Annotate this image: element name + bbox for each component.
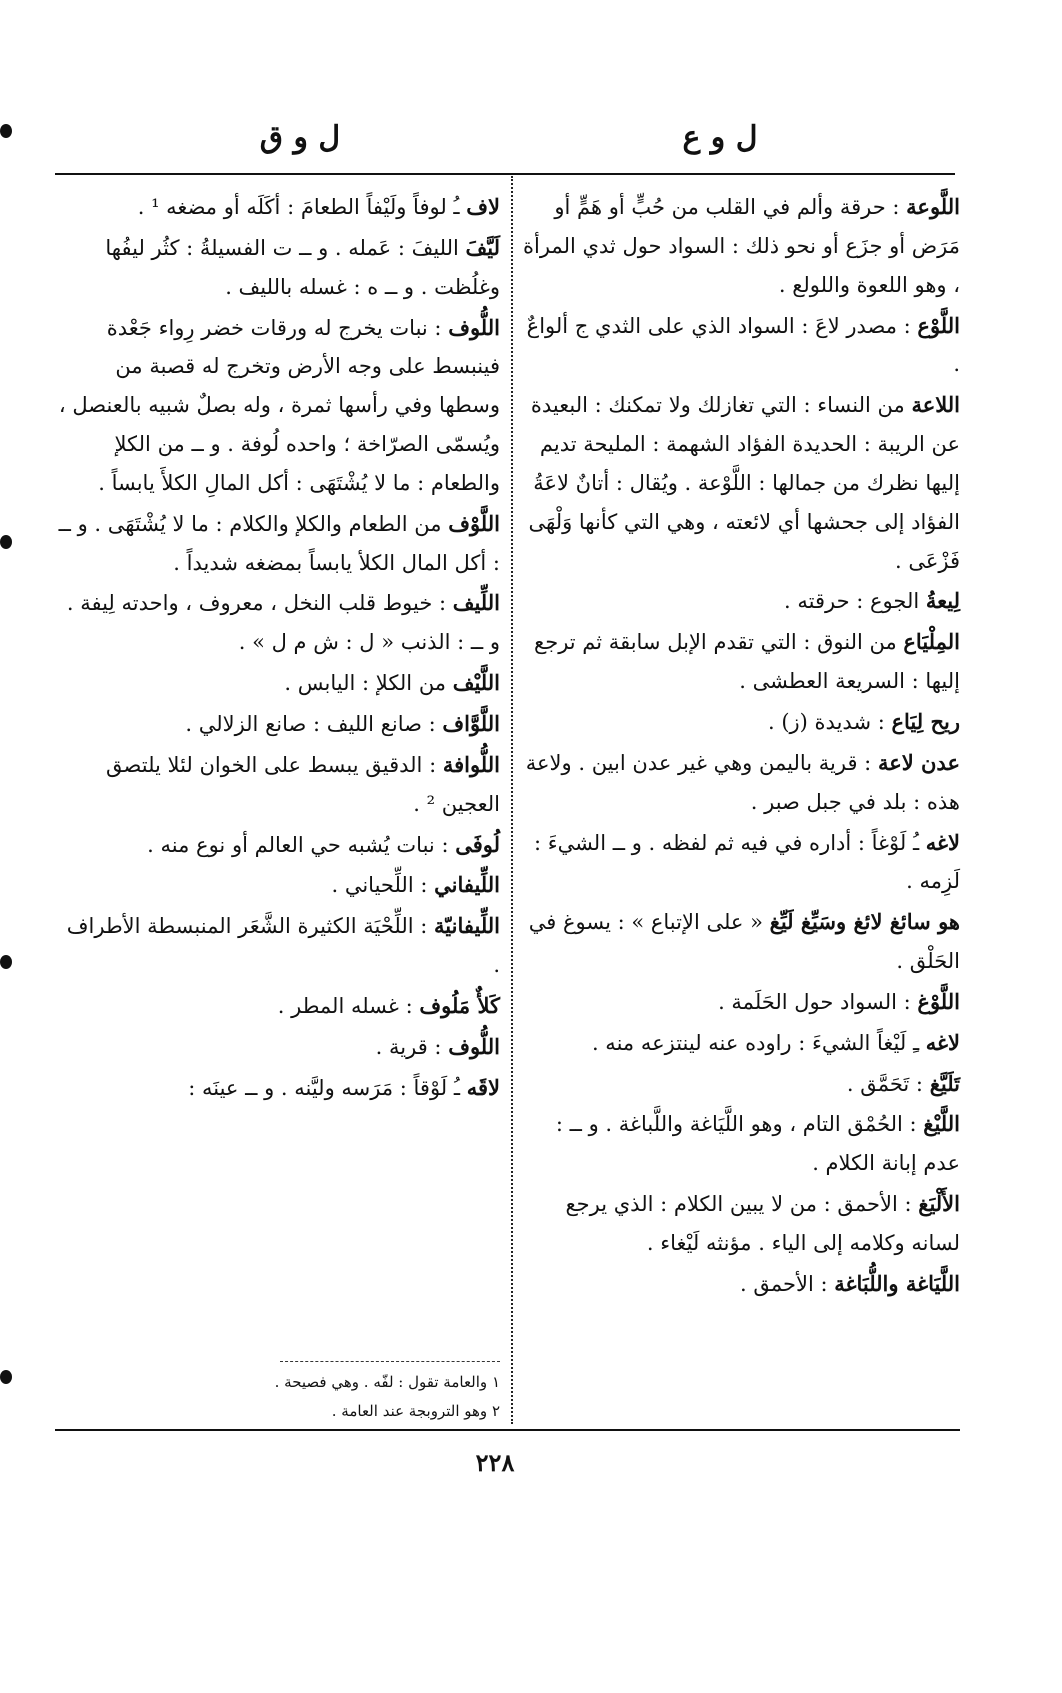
entry-headword: اللَّيْغ <box>923 1111 960 1137</box>
dictionary-entry <box>520 903 960 981</box>
entry-definition: ـِ لَيْغاً الشيءَ : راوده عنه لينتزعه منه . <box>591 1030 926 1055</box>
dictionary-entry <box>58 907 500 985</box>
entry-headword: اللَّوَّاف <box>442 710 500 736</box>
margin-mark <box>0 955 12 969</box>
entry-definition: : مصدر لاعَ : السواد الذي على الثدي ج ألواعٌ . <box>526 313 960 377</box>
entry-headword: اللَّوْع <box>917 312 960 338</box>
entry-headword: لاغه <box>925 829 960 855</box>
entry-headword: كَلأٌ مَلُوف <box>419 992 500 1018</box>
dictionary-entry <box>520 188 960 305</box>
dictionary-entry <box>58 664 500 703</box>
entry-definition: من الكلإ : اليابس . <box>284 671 453 696</box>
entry-definition: ـُ لَوْقاً : مَرَسه وليَّنه . و ــ عينَه : <box>188 1075 467 1100</box>
entry-headword: اللُّوف <box>448 1033 500 1059</box>
entry-definition: : الأحمق . <box>739 1271 835 1296</box>
footnotes <box>100 1368 500 1425</box>
entry-definition: : قرية . <box>375 1034 449 1059</box>
entry-definition: : نبات يخرج له ورقات خضر رِواء جَعْدة فينبسط على وجه الأرض وتخرج له قصبة من وسطها وفي رأسها ثمرة ، وله بصلٌ شبيه بالعنصل ، ويُسمّى الصرّاخة ؛ واحده لُوفة . و ــ من الكلإ والطعام : ما لا يُشْتَهَى : أكل المالِ الكلأَ يابساً . <box>58 315 500 495</box>
entry-headword: اللِّيف <box>452 590 500 616</box>
dictionary-entry <box>58 987 500 1026</box>
header-root-right: ل و ع <box>682 120 758 155</box>
entry-definition: : الدقيق يبسط على الخوان لئلا يلتصق العجين ² . <box>106 752 500 816</box>
entry-headword: اللُّوف <box>448 314 500 340</box>
entry-definition: الجوع : حرقته . <box>784 589 926 614</box>
entry-definition: ـُ لوفاً ولَيْفاً الطعامَ : أكَلَه أو مضغه ¹ . <box>137 195 467 219</box>
entry-definition: : قرية باليمن وهي غير عدن ابين . ولاعة هذه : بلد في جبل صبر . <box>525 750 960 814</box>
dictionary-entry <box>520 307 960 385</box>
column-divider <box>511 176 513 1424</box>
entry-definition: : حرقة وألم في القلب من حُبٍّ أو هَمٍّ أو مَرَض أو جزَع أو نحو ذلك : السواد حول ثدي المرأة ، وهو اللعوة واللولع . <box>523 195 960 297</box>
dictionary-entry <box>58 826 500 865</box>
entry-definition: : غسله المطر . <box>277 993 420 1018</box>
dictionary-entry <box>520 1185 960 1263</box>
dictionary-entry <box>520 1024 960 1063</box>
entry-headword: لاف <box>466 194 500 219</box>
dictionary-entry <box>58 229 500 307</box>
dictionary-entry <box>520 1065 960 1104</box>
entry-headword: لَيَّفَ <box>465 234 500 260</box>
dictionary-entry <box>520 623 960 701</box>
entry-headword: لُوفَى <box>455 831 500 857</box>
entry-headword: اللُّوافة <box>442 751 500 777</box>
margin-mark <box>0 124 12 138</box>
entry-headword: اللِّيفانيّة <box>434 913 500 939</box>
dictionary-entry <box>58 188 500 227</box>
entry-definition: من النوق : التي تقدم الإبل سابقة ثم ترجع إليها : السريعة العطشى . <box>534 630 960 694</box>
entry-headword: ريح لِيَاع <box>891 708 960 734</box>
entry-definition: من النساء : التي تغازلك ولا تمكنك : البعيدة عن الريبة : الحديدة الفؤاد الشهمة : المليحة تديم إليها نظرك من جمالها : اللَّوْعة . ويُقال : أتانٌ لاعَةُ الفؤاد إلى جحشها أي لائعته ، وهي التي كأنها وَلْهَى فَزْعَى . <box>528 393 960 573</box>
top-rule <box>55 173 955 175</box>
dictionary-entry <box>58 1028 500 1067</box>
entry-headword: عدن لاعة <box>877 749 960 775</box>
margin-mark <box>0 1370 12 1384</box>
entry-definition: : صانع الليف : صانع الزلالي . <box>185 711 443 736</box>
entry-headword: اللَّوعة <box>906 194 960 219</box>
dictionary-entry <box>520 386 960 580</box>
dictionary-entry <box>520 983 960 1022</box>
entry-headword: لاغه <box>925 1029 960 1055</box>
entry-definition: : السواد حول الحَلَمة . <box>718 989 918 1014</box>
entry-headword: لاقَه <box>466 1074 500 1100</box>
page-number: ٢٢٨ <box>475 1448 515 1477</box>
entry-definition: : اللِّحْيَة الكثيرة الشَّعَر المنبسطة الأطراف . <box>66 914 500 978</box>
footnote: ٢ وهو التروبجة عند العامة . <box>331 1401 500 1420</box>
dictionary-entry <box>520 582 960 621</box>
entry-definition: : نبات يُشبه حي العالم أو نوع منه . <box>147 832 456 857</box>
entry-definition: « على الإتباع » : يسوغ في الحَلْق . <box>528 910 960 974</box>
entry-headword: اللِّيفاني <box>434 872 500 898</box>
entry-definition: : تَحَمَّق . <box>846 1071 930 1096</box>
entry-definition: : الأحمق : من لا يبين الكلام : الذي يرجع لسانه وكلامه إلى الياء . مؤنثه لَيْغاء . <box>565 1192 960 1255</box>
entry-definition: ـُ لَوْغاً : أداره في فيه ثم لفظه . و ــ الشيءَ : لَزِمه . <box>533 830 960 894</box>
dictionary-entry <box>58 309 500 503</box>
entry-headword: تَلَيَّغ <box>929 1070 960 1096</box>
entry-headword: المِلْيَاع <box>903 629 960 655</box>
dictionary-entry <box>58 866 500 905</box>
dictionary-entry <box>520 1105 960 1183</box>
entry-headword: لِيعةُ <box>925 588 960 614</box>
entry-definition: الليفَ : عَمله . و ــ ت الفسيلةُ : كثُر ليفُها وغلُظت . و ــ ه : غسله بالليف . <box>105 235 500 299</box>
dictionary-entry <box>58 584 500 662</box>
entry-headword: اللاعة <box>911 392 960 418</box>
entry-definition: : شديدة (ز) . <box>768 709 892 734</box>
dictionary-entry <box>520 703 960 742</box>
entry-definition: : اللِّحياني . <box>331 873 435 898</box>
entry-definition: : خيوط قلب النخل ، معروف ، واحدته لِيفة . و ــ : الذنب « ل : ش م ل » . <box>66 591 500 655</box>
entry-headword: اللَّيَاغة واللُّبَاغة <box>834 1270 960 1296</box>
entry-headword: اللَّوْف <box>448 510 500 536</box>
entry-definition: من الطعام والكلإ والكلام : ما لا يُشْتَهَى . و ــ : أكل المال الكلأ يابساً بمضغه شديداً . <box>58 511 500 575</box>
dictionary-entry <box>520 824 960 902</box>
entry-headword: هو سائغ لائغ وسَيِّغ لَيِّغ <box>769 909 960 935</box>
bottom-rule <box>55 1429 960 1431</box>
right-column <box>520 188 960 1306</box>
footnote-rule <box>280 1361 500 1362</box>
dictionary-entry <box>58 505 500 583</box>
dictionary-entry <box>58 1069 500 1108</box>
entry-headword: اللَّيْف <box>452 670 500 696</box>
entry-headword: الأَلْيَغ <box>918 1191 960 1217</box>
dictionary-entry <box>520 1265 960 1304</box>
footnote: ١ والعامة تقول : لفّه . وهي فصيحة . <box>274 1373 500 1391</box>
margin-mark <box>0 535 12 549</box>
dictionary-entry <box>520 744 960 822</box>
dictionary-entry <box>58 746 500 824</box>
left-column <box>58 188 500 1109</box>
header-root-left: ل و ق <box>259 120 341 155</box>
entry-headword: اللَّوْغ <box>917 988 960 1014</box>
dictionary-entry <box>58 705 500 744</box>
entry-definition: : الحُمْق التام ، وهو اللَّيَاغة واللَّباغة . و ــ : عدم إبانة الكلام . <box>555 1112 960 1176</box>
